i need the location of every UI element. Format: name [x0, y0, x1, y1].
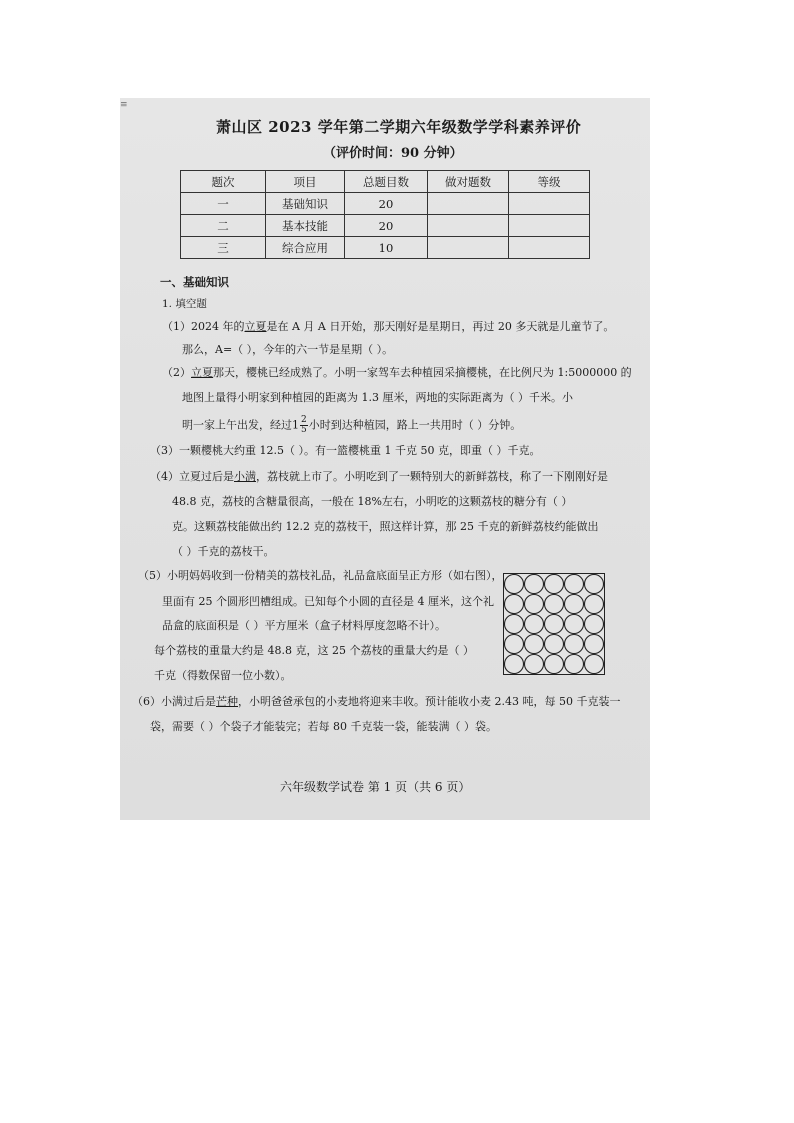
question-3: （3）一颗樱桃大约重 12.5（ ）。有一篮樱桃重 1 千克 50 克，即重（ ）千克。: [150, 444, 541, 457]
table-cell: 一: [181, 193, 266, 215]
question-4-line-1: [150, 470, 608, 484]
question-2-line-2: 地图上量得小明家到种植园的距离为 1.3 厘米，两地的实际距离为（ ）千米。小: [182, 391, 573, 404]
table-cell: 20: [345, 193, 428, 215]
underlined-term: 立夏: [191, 366, 213, 379]
table-cell: 10: [345, 237, 428, 259]
table-cell: 综合应用: [266, 237, 345, 259]
section-heading: 一、基础知识: [160, 275, 229, 289]
text-segment: （2）: [162, 366, 191, 379]
exam-page: [120, 98, 650, 820]
question-5-line-1: （5）小明妈妈收到一份精美的荔枝礼品，礼品盒底面呈正方形（如右图），: [138, 569, 503, 582]
table-header-cell: 做对题数: [428, 171, 509, 193]
text-segment: （4）立夏过后是: [150, 470, 234, 483]
question-4-line-4: （ ）千克的荔枝干。: [172, 545, 275, 558]
question-2-line-3: [182, 416, 521, 435]
fraction-denominator: 5: [301, 425, 307, 435]
circle-grid-svg: [504, 574, 604, 674]
scanned-exam-photo: [120, 98, 650, 820]
underlined-term: 小满: [234, 470, 256, 483]
table-cell: [509, 193, 590, 215]
question-5-line-2: 里面有 25 个圆形凹槽组成。已知每个小圆的直径是 4 厘米，这个礼: [162, 595, 494, 608]
text-segment: ，小明爸爸承包的小麦地将迎来丰收。预计能收小麦 2.43 吨，每 50 千克装一: [238, 695, 621, 708]
mixed-number-whole: 1: [292, 418, 299, 432]
table-cell: [428, 193, 509, 215]
page-subtitle: （评价时间：90 分钟）: [323, 146, 463, 161]
fraction: [300, 416, 308, 435]
text-segment: （1）2024 年的: [162, 320, 245, 333]
fraction-numerator: 2: [301, 415, 307, 425]
table-header-cell: 等级: [509, 171, 590, 193]
text-segment: 是在 A 月 A 日开始，那天刚好是星期日，再过 20 多天就是儿童节了。: [266, 320, 615, 333]
table-row: [181, 193, 590, 215]
table-row: [181, 237, 590, 259]
text-segment: ，荔枝就上市了。小明吃到了一颗特别大的新鲜荔枝，称了一下刚刚好是: [256, 470, 608, 483]
page-footer: 六年级数学试卷 第 1 页（共 6 页）: [280, 780, 471, 794]
text-segment: 明一家上午出发，经过: [182, 418, 292, 432]
table-header-cell: 总题目数: [345, 171, 428, 193]
table-cell: 基础知识: [266, 193, 345, 215]
gift-box-circle-grid-figure: [503, 573, 605, 675]
table-cell: [428, 237, 509, 259]
subsection-heading: 1. 填空题: [162, 298, 207, 310]
question-1-line-2: 那么，A=（ ），今年的六一节是星期（ ）。: [182, 343, 394, 356]
text-segment: （6）小满过后是: [132, 695, 216, 708]
table-row: [181, 215, 590, 237]
underlined-term: 立夏: [244, 320, 267, 333]
score-table: [180, 170, 590, 259]
table-cell: 三: [181, 237, 266, 259]
question-5-line-3: 品盒的底面积是（ ）平方厘米（盒子材料厚度忽略不计）。: [162, 619, 446, 632]
margin-mark: ≡: [120, 100, 128, 110]
question-6-line-2: 袋，需要（ ）个袋子才能装完；若每 80 千克装一袋，能装满（ ）袋。: [150, 720, 497, 733]
table-cell: 20: [345, 215, 428, 237]
question-6-line-1: [132, 695, 620, 709]
text-segment: 那天，樱桃已经成熟了。小明一家驾车去种植园采摘樱桃，在比例尺为 1:5000000 的: [213, 366, 632, 379]
question-2-line-1: [162, 366, 632, 380]
question-5-line-5: 千克（得数保留一位小数）。: [154, 669, 292, 682]
question-5-line-4: 每个荔枝的重量大约是 48.8 克，这 25 个荔枝的重量大约是（ ）: [154, 644, 474, 657]
table-cell: [509, 215, 590, 237]
table-header-cell: 项目: [266, 171, 345, 193]
table-header-row: [181, 171, 590, 193]
question-4-line-3: 克。这颗荔枝能做出约 12.2 克的荔枝干，照这样计算，那 25 千克的新鲜荔枝约能做出: [172, 520, 599, 533]
question-1-line-1: [162, 320, 614, 334]
table-cell: [428, 215, 509, 237]
page-title: 萧山区 2023 学年第二学期六年级数学学科素养评价: [216, 118, 582, 136]
table-header-cell: 题次: [181, 171, 266, 193]
table-cell: [509, 237, 590, 259]
question-4-line-2: 48.8 克，荔枝的含糖量很高，一般在 18%左右，小明吃的这颗荔枝的糖分有（ ）: [172, 495, 573, 508]
table-cell: 基本技能: [266, 215, 345, 237]
text-segment: 小时到达种植园，路上一共用时（ ）分钟。: [308, 418, 522, 432]
underlined-term: 芒种: [216, 695, 238, 708]
table-cell: 二: [181, 215, 266, 237]
